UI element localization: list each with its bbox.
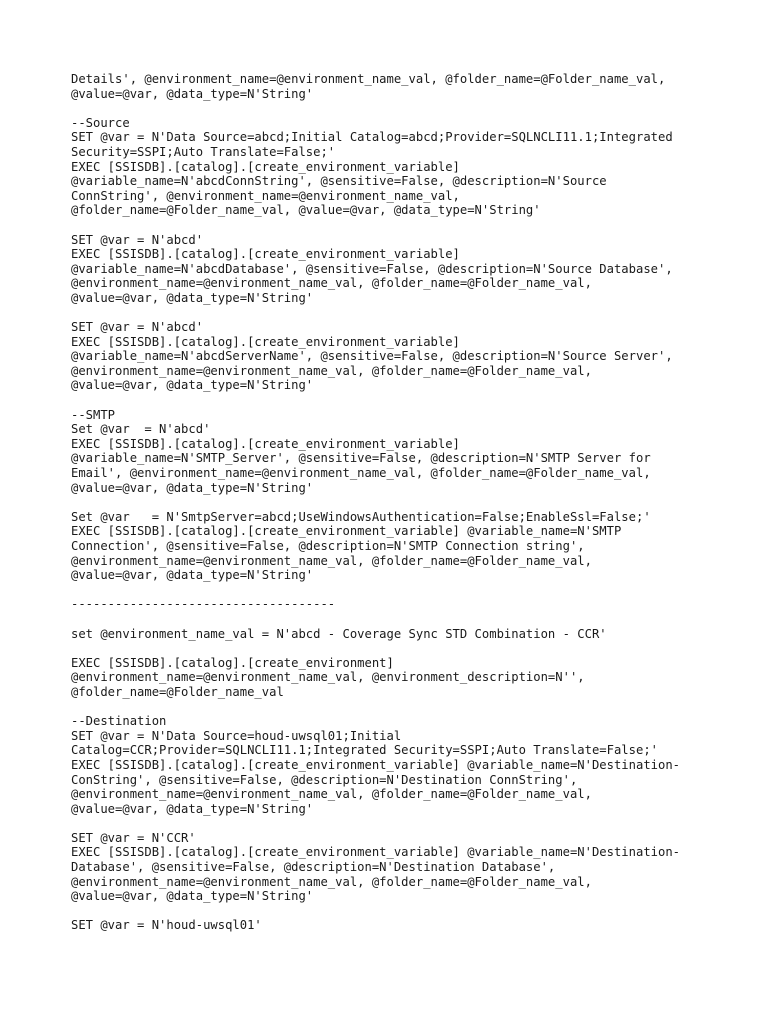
code-line: EXEC [SSISDB].[catalog].[create_environment_variable] — [71, 159, 460, 174]
code-line: SET @var = N'CCR' — [71, 830, 196, 845]
code-line: @value=@var, @data_type=N'String' — [71, 568, 314, 583]
code-line: SET @var = N'Data Source=houd-uwsql01;Initial — [71, 728, 402, 743]
code-line: EXEC [SSISDB].[catalog].[create_environment] — [71, 655, 394, 670]
code-line: EXEC [SSISDB].[catalog].[create_environment_variable] — [71, 436, 460, 451]
code-line: ConString', @sensitive=False, @description=N'Destination ConnString', — [71, 772, 578, 787]
code-line — [71, 495, 751, 510]
code-line: --Source — [71, 115, 130, 130]
code-line: SET @var = N'houd-uwsql01' — [71, 918, 262, 933]
code-line: EXEC [SSISDB].[catalog].[create_environment_variable] @variable_name=N'SMTP — [71, 524, 622, 539]
code-line: set @environment_name_val = N'abcd - Coverage Sync STD Combination - CCR' — [71, 626, 607, 641]
code-line: @environment_name=@environment_name_val, @folder_name=@Folder_name_val, — [71, 874, 592, 889]
code-line: @variable_name=N'SMTP_Server', @sensitive=False, @description=N'SMTP Server for — [71, 451, 651, 466]
code-line: @variable_name=N'abcdServerName', @sensitive=False, @description=N'Source Server', — [71, 349, 673, 364]
code-line — [71, 700, 751, 715]
code-line — [71, 641, 751, 656]
code-line: @folder_name=@Folder_name_val, @value=@var, @data_type=N'String' — [71, 203, 541, 218]
code-line: Email', @environment_name=@environment_name_val, @folder_name=@Folder_name_val, — [71, 466, 651, 481]
code-line — [71, 101, 751, 116]
code-line: @value=@var, @data_type=N'String' — [71, 290, 314, 305]
code-line — [71, 612, 751, 627]
code-line — [71, 583, 751, 598]
code-line: SET @var = N'abcd' — [71, 320, 204, 335]
code-line — [71, 306, 751, 321]
code-line: EXEC [SSISDB].[catalog].[create_environment_variable] @variable_name=N'Destination- — [71, 845, 681, 860]
code-line: Set @var = N'SmtpServer=abcd;UseWindowsAuthentication=False;EnableSsl=False;' — [71, 509, 651, 524]
code-line: EXEC [SSISDB].[catalog].[create_environment_variable] — [71, 247, 460, 262]
code-line — [71, 393, 751, 408]
code-line — [71, 816, 751, 831]
code-line: Security=SSPI;Auto Translate=False;' — [71, 144, 336, 159]
code-line: @environment_name=@environment_name_val, @environment_description=N'', — [71, 670, 585, 685]
code-line: @variable_name=N'abcdDatabase', @sensitive=False, @description=N'Source Database', — [71, 261, 673, 276]
code-line: @folder_name=@Folder_name_val — [71, 684, 284, 699]
code-line: @environment_name=@environment_name_val, @folder_name=@Folder_name_val, — [71, 363, 592, 378]
code-line: ConnString', @environment_name=@environment_name_val, — [71, 188, 460, 203]
code-line: Details', @environment_name=@environment_name_val, @folder_name=@Folder_name_val, — [71, 72, 666, 86]
code-line: Connection', @sensitive=False, @description=N'SMTP Connection string', — [71, 539, 585, 553]
code-line: @environment_name=@environment_name_val, @folder_name=@Folder_name_val, — [71, 553, 592, 568]
code-line — [71, 904, 751, 919]
code-line: @value=@var, @data_type=N'String' — [71, 86, 314, 101]
code-line: @variable_name=N'abcdConnString', @sensitive=False, @description=N'Source — [71, 174, 607, 189]
code-line: ------------------------------------ — [71, 597, 336, 612]
code-line: --SMTP — [71, 407, 116, 422]
code-line: @environment_name=@environment_name_val, @folder_name=@Folder_name_val, — [71, 276, 592, 291]
code-line: EXEC [SSISDB].[catalog].[create_environment_variable] — [71, 334, 460, 349]
code-line: @value=@var, @data_type=N'String' — [71, 801, 314, 816]
code-line: --Destination — [71, 714, 167, 729]
code-line: @value=@var, @data_type=N'String' — [71, 378, 314, 393]
code-line: EXEC [SSISDB].[catalog].[create_environment_variable] @variable_name=N'Destination- — [71, 757, 681, 772]
document-page — [71, 72, 751, 933]
code-line: SET @var = N'abcd' — [71, 232, 204, 247]
code-line: Catalog=CCR;Provider=SQLNCLI11.1;Integrated Security=SSPI;Auto Translate=False;' — [71, 743, 658, 758]
code-line: SET @var = N'Data Source=abcd;Initial Catalog=abcd;Provider=SQLNCLI11.1;Integrated — [71, 130, 673, 145]
code-line: Database', @sensitive=False, @description=N'Destination Database', — [71, 860, 556, 875]
code-line: Set @var = N'abcd' — [71, 422, 211, 437]
code-line: @value=@var, @data_type=N'String' — [71, 480, 314, 495]
code-line: @value=@var, @data_type=N'String' — [71, 889, 314, 904]
code-line — [71, 218, 751, 233]
code-line: @environment_name=@environment_name_val, @folder_name=@Folder_name_val, — [71, 787, 592, 802]
